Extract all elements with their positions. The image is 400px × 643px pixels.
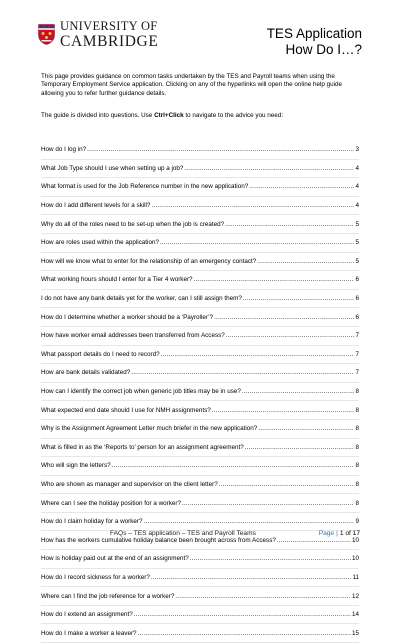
toc-leader-dots [226,332,355,339]
toc-entry-page[interactable]: 8 [355,462,359,470]
toc-leader-dots [225,221,354,228]
guide-suffix: to navigate to the advice you need: [183,112,284,119]
toc-entry[interactable] [41,327,359,346]
toc-entry-page[interactable]: 8 [355,443,359,451]
toc-entry[interactable] [41,178,359,197]
toc-leader-dots [160,239,355,246]
toc-entry[interactable] [41,587,359,606]
footer-page-label: Page [318,530,335,537]
toc-leader-dots [131,369,354,376]
toc-entry[interactable] [41,494,359,513]
toc-entry-page[interactable]: 8 [355,406,359,414]
footer-separator: | [336,530,338,537]
toc-entry-text[interactable]: Why is the Assignment Agreement Letter much briefer in the new application? [41,425,258,433]
toc-entry-text[interactable]: What passport details do I need to record? [41,350,160,358]
document-title-line2: How Do I…? [285,42,362,57]
toc-entry-text[interactable]: What format is used for the Job Reference number in the new application? [41,183,249,191]
toc-entry-page[interactable]: 7 [355,332,359,340]
toc-entry-text[interactable]: What Job Type should I use when setting up a job? [41,164,184,172]
toc-entry-text[interactable]: How have worker email addresses been transferred from Access? [41,332,225,340]
toc-leader-dots [151,202,354,209]
toc-entry[interactable] [41,401,359,420]
toc-leader-dots [212,407,355,414]
toc-entry[interactable] [41,383,359,402]
footer-current-page: 1 [339,530,344,537]
toc-leader-dots [277,537,351,544]
toc-entry-text[interactable]: How are roles used within the application? [41,239,159,247]
guide-instructions [41,112,283,119]
toc-entry[interactable] [41,197,359,216]
toc-entry-text[interactable]: What is filled in as the ‘Reports to’ person for an assignment agreement? [41,443,244,451]
toc-entry[interactable] [41,290,359,309]
toc-entry[interactable] [41,420,359,439]
footer-total-pages: of 17 [345,530,360,537]
toc-entry-page[interactable]: 6 [355,295,359,303]
toc-entry-text[interactable]: How do I log in? [41,146,87,154]
toc-entry-text[interactable]: How do I claim holiday for a worker? [41,518,143,526]
toc-entry-page[interactable]: 5 [355,257,359,265]
toc-leader-dots [249,183,354,190]
toc-entry-page[interactable]: 4 [355,164,359,172]
toc-entry-text[interactable]: How will we know what to enter for the relationship of an emergency contact? [41,257,257,265]
toc-entry-page[interactable]: 7 [355,350,359,358]
toc-entry-page[interactable]: 10 [351,555,359,563]
toc-leader-dots [258,425,354,432]
toc-entry-page[interactable]: 7 [355,369,359,377]
toc-entry-text[interactable]: How do I record sickness for a worker? [41,573,150,581]
toc-entry[interactable] [41,346,359,365]
toc-leader-dots [245,444,355,451]
university-name-line1: UNIVERSITY OF [60,19,158,33]
toc-leader-dots [214,314,354,321]
table-of-contents [41,141,359,643]
footer-title: FAQs – TES application – TES and Payroll Teams [110,530,256,537]
toc-leader-dots [219,481,355,488]
document-title-line1: TES Application [266,26,362,41]
toc-entry-text[interactable]: I do not have any bank details yet for the worker, can I still assign them? [41,295,242,303]
toc-entry-text[interactable]: How can I identify the correct job when generic job titles may be in use? [41,388,241,396]
toc-leader-dots [184,165,354,172]
toc-entry[interactable] [41,513,359,532]
toc-leader-dots [112,462,355,469]
toc-entry-page[interactable]: 15 [351,629,359,637]
toc-entry-page[interactable]: 8 [355,388,359,396]
university-name [60,20,158,49]
toc-entry-page[interactable]: 5 [355,220,359,228]
toc-entry[interactable] [41,476,359,495]
university-logo [38,20,158,49]
toc-entry[interactable] [41,439,359,458]
toc-entry[interactable] [41,606,359,625]
toc-entry-text[interactable]: How do I determine whether a worker should be a ‘Payroller’? [41,313,214,321]
toc-entry-page[interactable]: 14 [351,611,359,619]
toc-leader-dots [144,518,355,525]
toc-entry[interactable] [41,624,359,643]
toc-leader-dots [242,388,355,395]
toc-entry-page[interactable]: 9 [355,518,359,526]
intro-paragraph: This page provides guidance on common tasks undertaken by the TES and Payroll teams when using the Temporary Employment Service application. Clicking on any of the hyperlinks will open the online help guide allowing you to refer further guidance details. [41,73,343,97]
toc-entry-text[interactable]: How do I add different levels for a skill? [41,202,151,210]
toc-entry-page[interactable]: 10 [351,536,359,544]
guide-shortcut: Ctrl+Click [154,112,184,119]
toc-entry-page[interactable]: 11 [352,573,359,581]
toc-entry-page[interactable]: 6 [355,313,359,321]
toc-leader-dots [194,276,355,283]
toc-entry[interactable] [41,234,359,253]
toc-entry-page[interactable]: 8 [355,499,359,507]
toc-entry-page[interactable]: 3 [355,146,359,154]
toc-entry[interactable] [41,364,359,383]
toc-entry-text[interactable]: How is holiday paid out at the end of an assignment? [41,555,189,563]
toc-leader-dots [151,574,352,581]
toc-entry-page[interactable]: 8 [355,425,359,433]
university-name-line2: CAMBRIDGE [60,32,159,50]
toc-entry-text[interactable]: Who will sign the letters? [41,462,111,470]
toc-leader-dots [87,146,354,153]
toc-entry[interactable] [41,457,359,476]
footer-page-number [319,530,360,537]
toc-leader-dots [190,555,351,562]
toc-entry-text[interactable]: Why do all of the roles need to be set-up when the job is created? [41,220,225,228]
guide-prefix: The guide is divided into questions. Use [41,112,155,119]
toc-entry[interactable] [41,141,359,160]
toc-entry-text[interactable]: What working hours should I enter for a Tier 4 worker? [41,276,193,284]
toc-leader-dots [138,630,351,637]
toc-entry[interactable] [41,308,359,327]
toc-leader-dots [161,351,355,358]
toc-leader-dots [182,500,354,507]
toc-entry-page[interactable]: 4 [355,183,359,191]
toc-entry-text[interactable]: How do I extend an assignment? [41,611,133,619]
toc-entry[interactable] [41,253,359,272]
toc-entry-text[interactable]: How do I make a worker a leaver? [41,629,137,637]
toc-entry-text[interactable]: Who are shown as manager and supervisor on the client letter? [41,480,218,488]
toc-entry[interactable] [41,215,359,234]
toc-entry-page[interactable]: 4 [355,202,359,210]
toc-leader-dots [257,258,354,265]
toc-leader-dots [243,295,355,302]
toc-entry-page[interactable]: 5 [355,239,359,247]
document-title [267,26,362,58]
toc-leader-dots [175,593,351,600]
toc-entry-text[interactable]: Where can I see the holiday position for a worker? [41,499,182,507]
toc-entry-page[interactable]: 8 [355,480,359,488]
toc-entry-text[interactable]: Where can I find the job reference for a worker? [41,592,175,600]
toc-entry[interactable] [41,160,359,179]
toc-entry-page[interactable]: 12 [351,592,359,600]
cambridge-crest-icon [38,24,55,45]
toc-leader-dots [134,611,351,618]
toc-entry[interactable] [41,271,359,290]
toc-entry[interactable] [41,569,359,588]
toc-entry-text[interactable]: How has the workers cumulative holiday balance been brought across from Access? [41,536,276,544]
toc-entry-page[interactable]: 6 [355,276,359,284]
toc-entry-text[interactable]: What expected end date should I use for NMH assignments? [41,406,211,414]
toc-entry-text[interactable]: How are bank details validated? [41,369,131,377]
